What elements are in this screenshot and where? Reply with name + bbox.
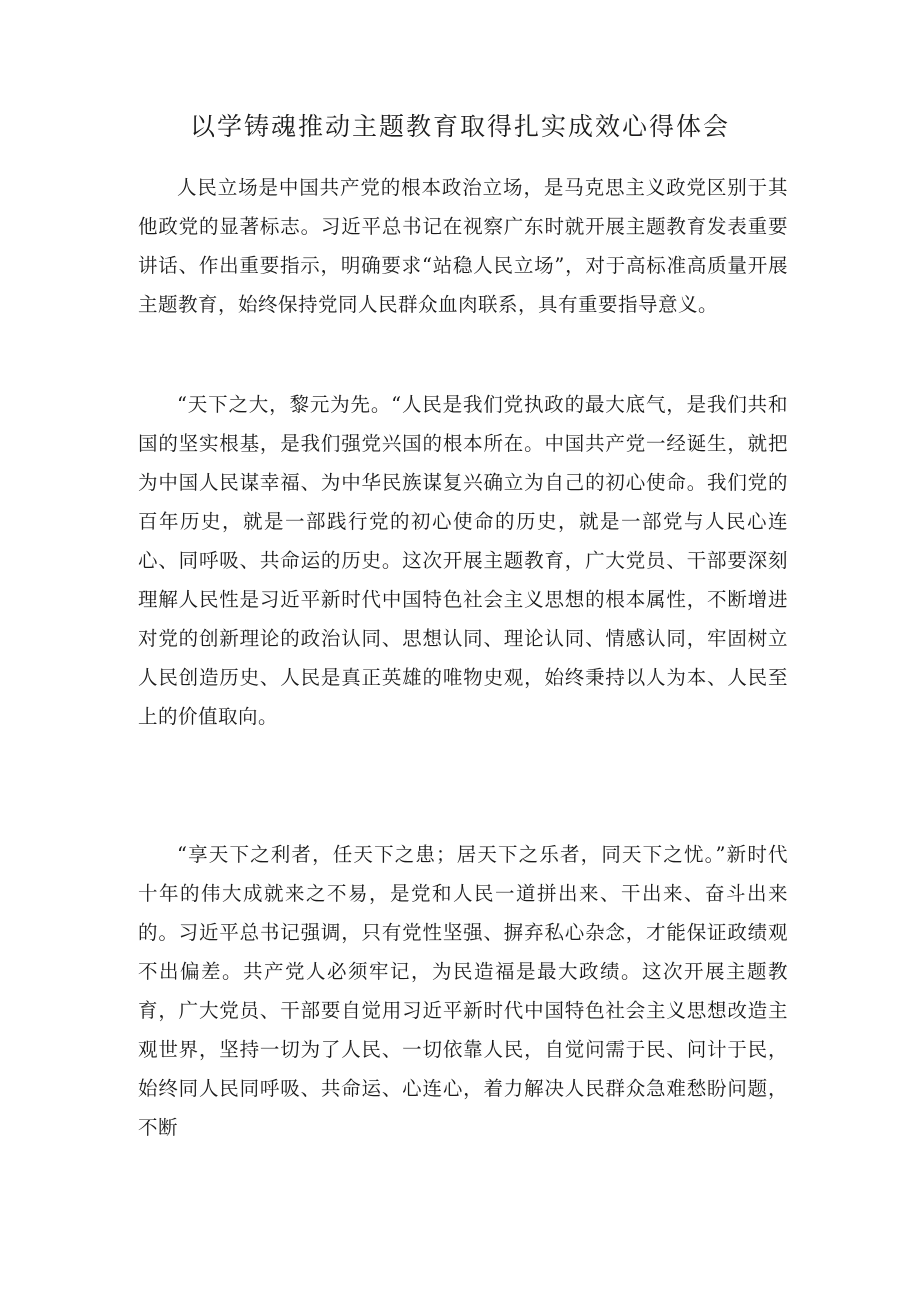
paragraph-3: “享天下之利者，任天下之患；居天下之乐者，同天下之忧。”新时代十年的伟大成就来之不易，是党和人民一道拼出来、干出来、奋斗出来的。习近平总书记强调，只有党性坚强、摒弃私心杂念，才能保证政绩观不出偏差。共产党人必须牢记，为民造福是最大政绩。这次开展主题教育，广大党员、干部要自觉用习近平新时代中国特色社会主义思想改造主观世界，坚持一切为了人民、一切依靠人民，自觉问需于民、问计于民，始终同人民同呼吸、共命运、心连心，着力解决人民群众急难愁盼问题，不断: [138, 843, 788, 1139]
document-title: 以学铸魂推动主题教育取得扎实成效心得体会: [189, 112, 730, 141]
paragraph-1: 人民立场是中国共产党的根本政治立场，是马克思主义政党区别于其他政党的显著标志。习近平总书记在视察广东时就开展主题教育发表重要讲话、作出重要指示，明确要求“站稳人民立场”，对于高标准高质量开展主题教育，始终保持党同人民群众血肉联系，具有重要指导意义。: [138, 176, 788, 316]
paragraph-2: “天下之大，黎元为先。“人民是我们党执政的最大底气，是我们共和国的坚实根基，是我们强党兴国的根本所在。中国共产党一经诞生，就把为中国人民谋幸福、为中华民族谋复兴确立为自己的初心使命。我们党的百年历史，就是一部践行党的初心使命的历史，就是一部党与人民心连心、同呼吸、共命运的历史。这次开展主题教育，广大党员、干部要深刻理解人民性是习近平新时代中国特色社会主义思想的根本属性，不断增进对党的创新理论的政治认同、思想认同、理论认同、情感认同，牢固树立人民创造历史、人民是真正英雄的唯物史观，始终秉持以人为本、人民至上的价值取向。: [138, 393, 788, 728]
